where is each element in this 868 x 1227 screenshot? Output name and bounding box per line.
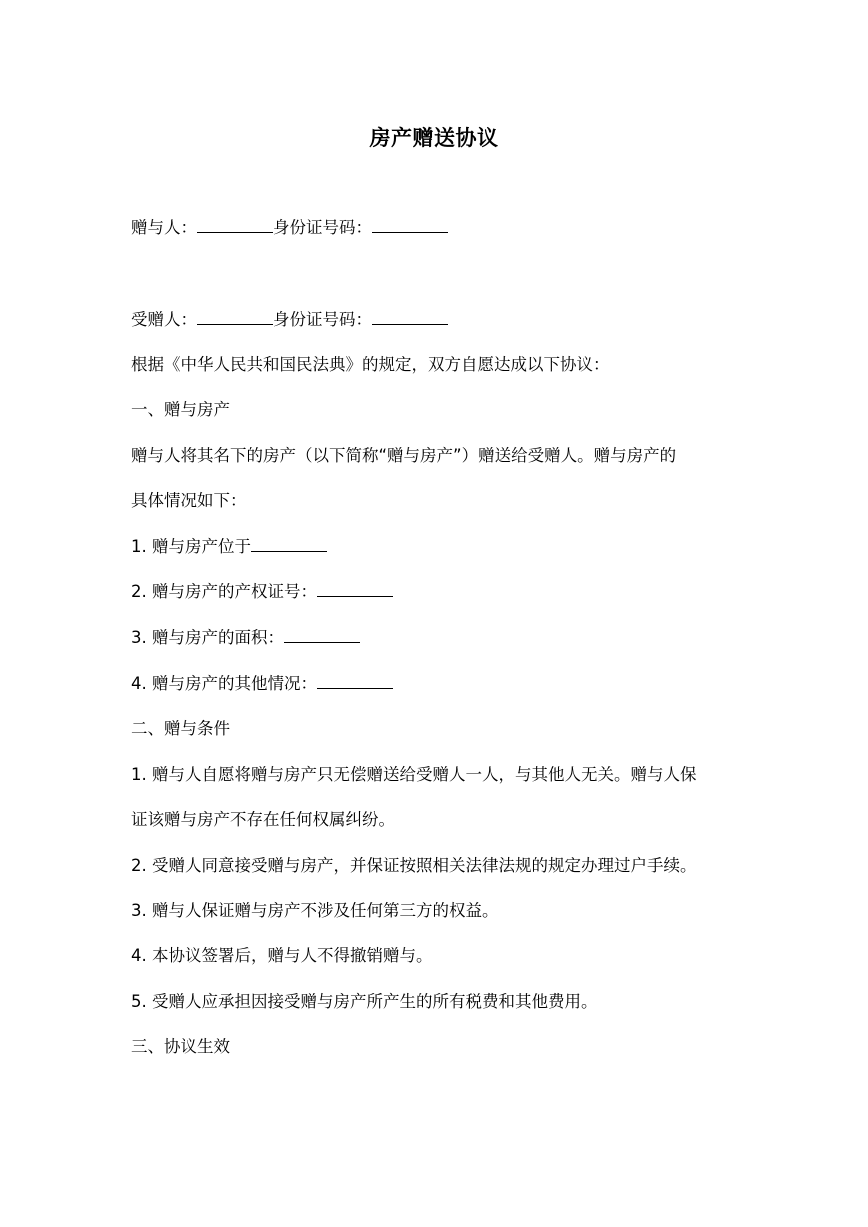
section1-heading: 一、赠与房产 bbox=[131, 400, 230, 419]
donor-name-blank bbox=[197, 218, 273, 233]
document-title: 房产赠送协议 bbox=[369, 126, 499, 150]
section1-paragraph-line1: 赠与人将其名下的房产（以下简称“赠与房产”）赠送给受赠人。赠与房产的 bbox=[131, 446, 677, 465]
section2-item1-line2: 证该赠与房产不存在任何权属纠纷。 bbox=[131, 810, 395, 829]
recipient-id-blank bbox=[372, 310, 448, 325]
donor-id-label: 身份证号码： bbox=[273, 218, 372, 237]
section1-item1 bbox=[131, 536, 327, 558]
section1-item4 bbox=[131, 673, 393, 695]
other-info-blank bbox=[317, 674, 393, 689]
section2-item3: 3. 赠与人保证赠与房产不涉及任何第三方的权益。 bbox=[131, 901, 499, 920]
section1-paragraph-line2: 具体情况如下： bbox=[131, 491, 247, 510]
section2-item4: 4. 本协议签署后，赠与人不得撤销赠与。 bbox=[131, 946, 433, 965]
section1-item2-text: 2. 赠与房产的产权证号： bbox=[131, 582, 317, 601]
donor-line bbox=[131, 217, 448, 239]
section2-heading: 二、赠与条件 bbox=[131, 719, 230, 738]
section3-heading: 三、协议生效 bbox=[131, 1037, 230, 1056]
section1-item3-text: 3. 赠与房产的面积： bbox=[131, 628, 284, 647]
recipient-id-label: 身份证号码： bbox=[273, 310, 372, 329]
recipient-name-blank bbox=[197, 310, 273, 325]
donor-label: 赠与人： bbox=[131, 218, 197, 237]
intro-paragraph: 根据《中华人民共和国民法典》的规定，双方自愿达成以下协议： bbox=[131, 355, 610, 374]
area-blank bbox=[284, 628, 360, 643]
certificate-blank bbox=[317, 582, 393, 597]
section2-item1-line1: 1. 赠与人自愿将赠与房产只无偿赠送给受赠人一人，与其他人无关。赠与人保 bbox=[131, 765, 697, 784]
recipient-line bbox=[131, 309, 448, 331]
location-blank bbox=[251, 537, 327, 552]
section1-item1-text: 1. 赠与房产位于 bbox=[131, 537, 251, 556]
donor-id-blank bbox=[372, 218, 448, 233]
section1-item4-text: 4. 赠与房产的其他情况： bbox=[131, 674, 317, 693]
section1-item3 bbox=[131, 627, 360, 649]
recipient-label: 受赠人： bbox=[131, 310, 197, 329]
section1-item2 bbox=[131, 581, 393, 603]
section2-item2: 2. 受赠人同意接受赠与房产，并保证按照相关法律法规的规定办理过户手续。 bbox=[131, 856, 697, 875]
section2-item5: 5. 受赠人应承担因接受赠与房产所产生的所有税费和其他费用。 bbox=[131, 992, 598, 1011]
